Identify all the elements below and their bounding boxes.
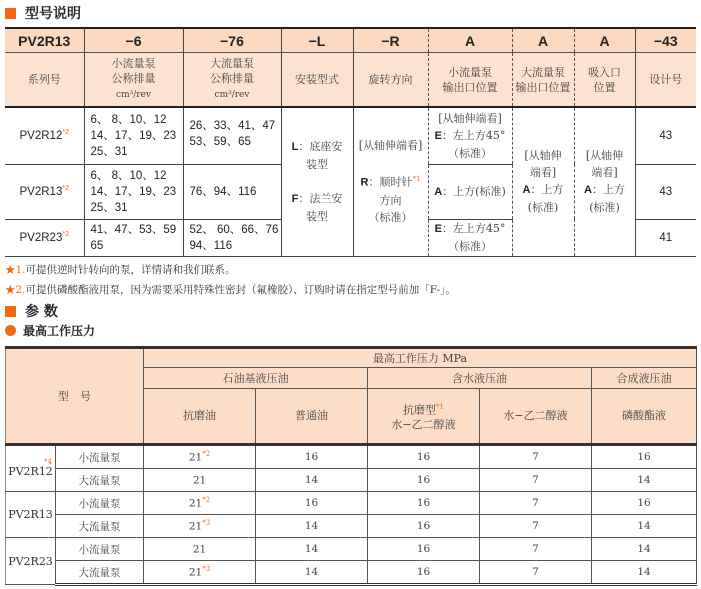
col-antiwear: 抗磨油: [144, 389, 256, 445]
desc-series: 系列号: [5, 53, 84, 108]
design-cell: 43: [635, 107, 696, 164]
large-disp-cell: 76、94、116: [183, 164, 281, 219]
pressure-row: [6, 515, 697, 538]
value-cell: 7: [480, 515, 592, 538]
value-cell: 14: [592, 538, 697, 561]
group-petroleum: 石油基液压油: [144, 368, 368, 389]
mounting-cell: L：底座安 装型 F：法兰安 装型: [281, 107, 353, 256]
value-cell: 7: [480, 538, 592, 561]
subsection-title-pressure: 最高工作压力: [5, 322, 95, 339]
value-cell: 7: [480, 561, 592, 585]
model-cell: *4 PV2R12: [6, 445, 56, 492]
design-cell: 43: [635, 164, 696, 219]
pressure-row: [6, 561, 697, 585]
section-title-params: 参 数: [5, 301, 58, 321]
value-cell: 14: [592, 469, 697, 492]
small-outlet-cell: [从轴伸端看] E：左上方45° （标准）: [428, 107, 512, 164]
square-bullet-icon: [5, 306, 16, 317]
pressure-header-row: [6, 348, 697, 368]
value-cell: 16: [368, 445, 480, 469]
pressure-table: [5, 346, 697, 586]
value-cell: 14: [256, 469, 368, 492]
value-cell: 21$^{*3}$: [144, 515, 256, 538]
pump-cell: 大流量泵: [56, 561, 144, 585]
large-disp-cell: 52、 60、66、76 94、116: [183, 219, 281, 256]
value-cell: 14: [256, 538, 368, 561]
code-small-disp: −6: [84, 28, 183, 53]
code-rotation: −R: [353, 28, 428, 53]
group-water: 含水液压油: [368, 368, 592, 389]
pump-cell: 大流量泵: [56, 515, 144, 538]
series-cell: PV2R13$^{*2}$: [5, 164, 84, 219]
desc-large-outlet: 大流量泵 输出口位置: [512, 53, 574, 108]
square-bullet-icon: [5, 8, 16, 19]
large-outlet-cell: [从轴伸 端看] A：上方 (标准): [512, 107, 574, 256]
description-row: [5, 53, 696, 108]
pressure-row: [6, 492, 697, 515]
value-cell: 21$^{*3}$: [144, 561, 256, 585]
small-disp-cell: 6、 8、10、12 14、17、19、23 25、31: [84, 164, 183, 219]
pump-cell: 大流量泵: [56, 469, 144, 492]
code-design: −43: [635, 28, 696, 53]
desc-small-outlet: 小流量泵 输出口位置: [428, 53, 512, 108]
pump-cell: 小流量泵: [56, 445, 144, 469]
desc-rotation: 旋转方向: [353, 53, 428, 108]
pressure-row: [6, 469, 697, 492]
value-cell: 21$^{*2}$: [144, 492, 256, 515]
series-cell: PV2R23$^{*2}$: [5, 219, 84, 256]
group-synthetic: 合成液压油: [592, 368, 697, 389]
small-disp-cell: 6、 8、10、12 14、17、19、23 25、31: [84, 107, 183, 164]
col-glycol: 水−乙二醇液: [480, 389, 592, 445]
value-cell: 14: [256, 515, 368, 538]
value-cell: 16: [368, 561, 480, 585]
value-cell: 16: [368, 515, 480, 538]
pressure-row: [6, 538, 697, 561]
code-inlet: A: [574, 28, 635, 53]
value-cell: 16: [256, 492, 368, 515]
inlet-cell: [从轴伸 端看] A：上方 (标准): [574, 107, 635, 256]
col-phosphate: 磷酸酯液: [592, 389, 697, 445]
value-cell: 16: [368, 538, 480, 561]
design-cell: 41: [635, 219, 696, 256]
value-cell: 16: [592, 445, 697, 469]
value-cell: 21: [144, 538, 256, 561]
value-cell: 7: [480, 445, 592, 469]
pump-cell: 小流量泵: [56, 492, 144, 515]
footnote-1: ★1.可提供逆时针转向的泵，详情请和我们联系。: [5, 264, 236, 276]
code-small-outlet: A: [428, 28, 512, 53]
model-row: [5, 107, 696, 164]
code-large-outlet: A: [512, 28, 574, 53]
code-large-disp: −76: [183, 28, 281, 53]
value-cell: 7: [480, 469, 592, 492]
pressure-row: [6, 445, 697, 469]
small-outlet-cell: A：上方(标准): [428, 164, 512, 219]
desc-large-disp: 大流量泵 公称排量 cm³/rev: [183, 53, 281, 108]
value-cell: 14: [256, 561, 368, 585]
model-cell: PV2R13: [6, 492, 56, 538]
pump-cell: 小流量泵: [56, 538, 144, 561]
large-disp-cell: 26、33、41、47 53、59、65: [183, 107, 281, 164]
circle-bullet-icon: [5, 325, 16, 336]
code-series: PV2R13: [5, 28, 84, 53]
desc-mounting: 安装型式: [281, 53, 353, 108]
rotation-cell: [从轴伸端看] R：顺时针$^{*1}$ 方向 （标准）: [353, 107, 428, 256]
value-cell: 21$^{*2}$: [144, 445, 256, 469]
value-cell: 14: [592, 561, 697, 585]
code-mounting: −L: [281, 28, 353, 53]
value-cell: 16: [368, 469, 480, 492]
value-cell: 16: [592, 492, 697, 515]
series-cell: PV2R12$^{*2}$: [5, 107, 84, 164]
value-cell: 14: [592, 515, 697, 538]
value-cell: 21: [144, 469, 256, 492]
value-cell: 16: [368, 492, 480, 515]
col-normal: 普通油: [256, 389, 368, 445]
model-code-table: [5, 27, 696, 257]
col-antiwear-glycol: 抗磨型$^{*1}$ 水−乙二醇液: [368, 389, 480, 445]
super-header: 最高工作压力 MPa: [144, 348, 697, 368]
desc-design: 设计号: [635, 53, 696, 108]
desc-small-disp: 小流量泵 公称排量 cm³/rev: [84, 53, 183, 108]
footnote-2: ★2.可提供磷酸酯液用泵，因为需要采用特殊性密封（氟橡胶）、订购时请在指定型号前加「F-」。: [5, 284, 456, 296]
code-row: [5, 28, 696, 53]
model-cell: PV2R23: [6, 538, 56, 585]
model-header: 型 号: [6, 348, 144, 445]
desc-inlet: 吸入口 位置: [574, 53, 635, 108]
value-cell: 16: [256, 445, 368, 469]
small-disp-cell: 41、47、53、59 65: [84, 219, 183, 256]
section-title-model: 型号说明: [5, 3, 81, 23]
value-cell: 7: [480, 492, 592, 515]
small-outlet-cell: E：左上方45° （标准）: [428, 219, 512, 256]
